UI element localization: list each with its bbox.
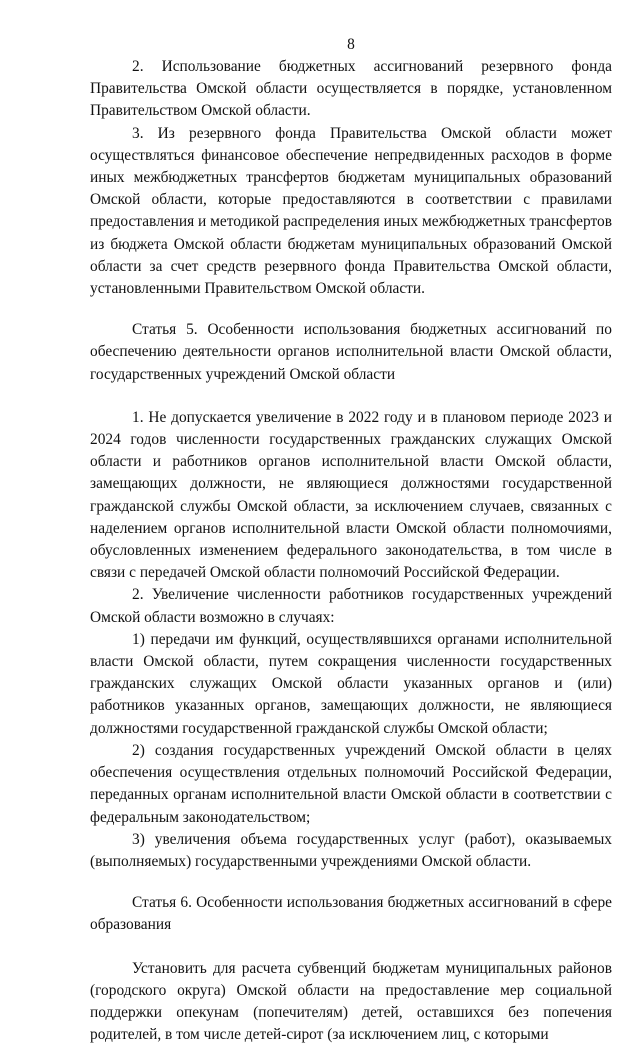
article-5-item-2-case-1: 1) передачи им функций, осуществлявшихся органами исполнительной власти Омской области, путем сокращения численности государственных гражданских служащих Омской области указанных органов и (или) работников указанных органов, замещающих должности, не являющиеся должностями государственной гражданской службы Омской области; xyxy=(90,630,612,737)
article-6-paragraph-1: Установить для расчета субвенций бюджетам муниципальных районов (городского округа) Омской области на предоставление мер социальной поддержки опекунам (попечителям) детей, оставшихся без попечения родителей, в том числе детей-сирот (за исключением лиц, с которыми xyxy=(90,959,612,1044)
article-5-title: Статья 5. Особенности использования бюджетных ассигнований по обеспечению деятельности органов исполнительной власти Омской области, государственных учреждений Омской области xyxy=(90,321,612,383)
paragraph-reserve-fund-usage: 2. Использование бюджетных ассигнований резервного фонда Правительства Омской области осуществляется в порядке, установленном Правительством Омской области. xyxy=(90,58,612,120)
article-5-item-2: 2. Увеличение численности работников государственных учреждений Омской области возможно в случаях: xyxy=(90,586,612,626)
page-number: 8 xyxy=(347,36,355,53)
paragraph-reserve-fund-transfers: 3. Из резервного фонда Правительства Омской области может осуществляться финансовое обеспечение непредвиденных расходов в форме иных межбюджетных трансфертов бюджетам муниципальных образований Омской области, которые предоставляются в соответствии с правилами предоставления и методикой распределения иных межбюджетных трансфертов из бюджета Омской области бюджетам муниципальных образований Омской области за счет средств резервного фонда Правительства Омской области, установленными Правительством Омской области. xyxy=(90,124,612,298)
document-page xyxy=(90,34,612,1046)
article-5-item-2-case-3: 3) увеличения объема государственных услуг (работ), оказываемых (выполняемых) государственными учреждениями Омской области. xyxy=(90,830,612,870)
article-5-item-1: 1. Не допускается увеличение в 2022 году и в плановом периоде 2023 и 2024 годов численности государственных гражданских служащих Омской области и работников органов исполнительной власти Омской области, замещающих должности, не являющиеся должностями государственной гражданской службы Омской области, за исключением случаев, связанных с наделением органов исполнительной власти Омской области полномочиями, обусловленных изменением федерального законодательства, в том числе в связи с передачей Омской области полномочий Российской Федерации. xyxy=(90,408,612,582)
article-5-item-2-case-2: 2) создания государственных учреждений Омской области в целях обеспечения осуществления отдельных полномочий Российской Федерации, переданных органам исполнительной власти Омской области в соответствии с федеральным законодательством; xyxy=(90,741,612,826)
article-6-title: Статья 6. Особенности использования бюджетных ассигнований в сфере образования xyxy=(90,894,612,934)
